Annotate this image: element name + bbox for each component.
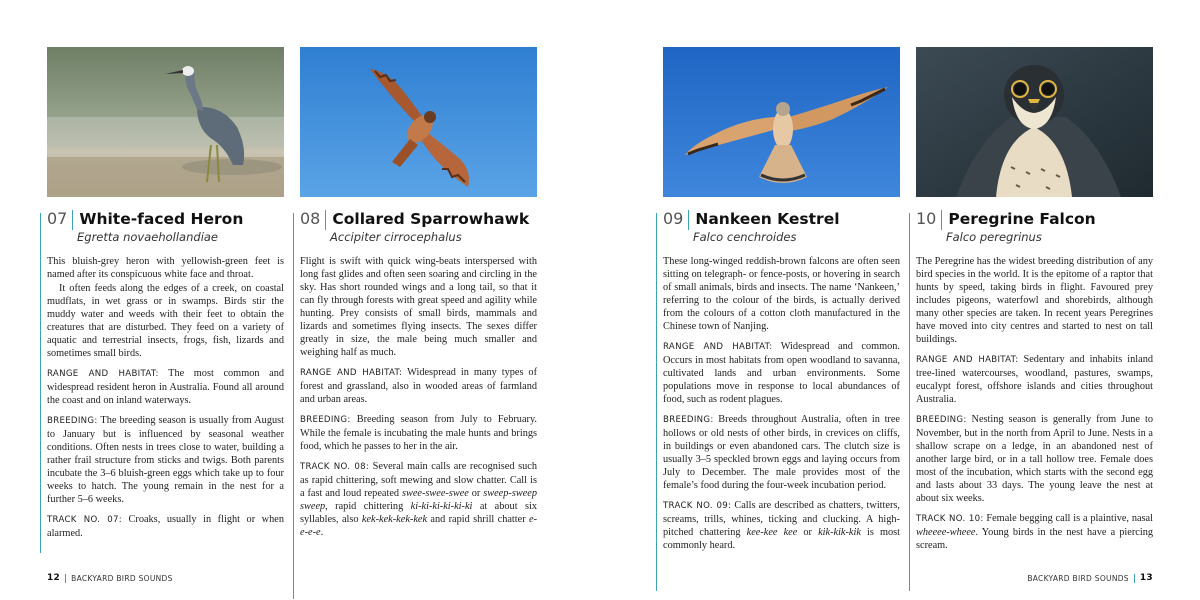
- kestrel-photo: [663, 47, 900, 197]
- column-rule: [40, 213, 41, 553]
- breeding-label: BREEDING:: [663, 415, 714, 425]
- heron-photo: [47, 47, 284, 197]
- range-label: RANGE AND HABITAT:: [47, 369, 159, 379]
- footer-separator: [1134, 574, 1135, 583]
- page-number: 13: [1139, 573, 1153, 583]
- breeding-label: BREEDING:: [47, 416, 98, 426]
- breeding-label: BREEDING:: [300, 415, 351, 425]
- running-title: BACKYARD BIRD SOUNDS: [1027, 573, 1129, 583]
- call-phrase: ki-ki-ki-ki-ki-ki: [410, 501, 473, 512]
- track-text-a: Several main calls are recognised such as rapid chittering, soft mewing and slow chatter. Call is a fast and loud repeated: [300, 461, 537, 499]
- bird-entry-peregrine: [916, 47, 1153, 559]
- call-phrase: kek-kek-kek-kek: [361, 514, 428, 525]
- entry-number: 08: [300, 209, 321, 228]
- latin-name: Falco cenchroides: [693, 230, 797, 244]
- track-label: TRACK NO. 09:: [663, 501, 732, 511]
- range-paragraph: [916, 353, 1153, 406]
- breeding-text: The breeding season is usually from August to January but is influenced by seasonal weather conditions. Often nests in trees close to water, building a rather frail structure from sticks and twigs. Both parents incubate the 3–6 bluish-green eggs which take up to four weeks to hatch. The young remain in the nest for a further 5–6 weeks.: [47, 415, 284, 505]
- breeding-text: Breeding season from July to February. While the female is incubating the male hunts and brings food, which he passes to her in the air.: [300, 414, 537, 452]
- column-rule: [656, 213, 657, 591]
- bird-entry-sparrowhawk: [300, 47, 537, 546]
- footer-right: [1027, 573, 1153, 583]
- range-text: The most common and widespread resident heron in Australia. Found all around the coast and on inland waterways.: [47, 368, 284, 406]
- track-paragraph: [47, 513, 284, 540]
- column-rule: [293, 213, 294, 599]
- entry-heading: [47, 209, 284, 230]
- track-text-d: at about six syllables, also: [300, 501, 537, 525]
- track-text-c: , rapid chittering: [325, 501, 411, 512]
- peregrine-photo-icon: [916, 47, 1153, 197]
- page-number: 12: [47, 573, 61, 583]
- call-phrase: swee-swee-swee: [401, 488, 469, 499]
- call-phrase: sweep-sweep sweep: [300, 488, 537, 512]
- track-text-a: Female begging call is a plaintive, nasal: [983, 513, 1153, 524]
- track-text-b: or: [797, 527, 819, 538]
- breeding-paragraph: [47, 414, 284, 506]
- track-label: TRACK NO. 07:: [47, 515, 122, 525]
- range-label: RANGE AND HABITAT:: [300, 368, 403, 378]
- track-text-c: is most commonly heard.: [663, 527, 901, 551]
- breeding-text: Nesting season is generally from June to November, but in the north from April to June. Nests in a shallow scrape on a ledge, in an abandoned nest of another large bird, or in a tall hollow tree. Female does most of the incubation, which starts with the second egg and lasts about 33 days. The young leave the nest at about six weeks.: [916, 414, 1153, 504]
- latin-name: Accipiter cirrocephalus: [330, 230, 462, 244]
- entry-body: [916, 255, 1153, 552]
- column-rule: [909, 213, 910, 591]
- heading-separator: [941, 210, 942, 230]
- bird-name: Collared Sparrowhawk: [332, 210, 530, 228]
- entry-body: [300, 255, 537, 539]
- bird-name: Peregrine Falcon: [948, 210, 1096, 228]
- track-text: Croaks, usually in flight or when alarmed.: [47, 514, 284, 539]
- peregrine-photo: [916, 47, 1153, 197]
- breeding-label: BREEDING:: [916, 415, 967, 425]
- track-text-b: or: [468, 488, 484, 499]
- intro-paragraph: These long-winged reddish-brown falcons are often seen sitting on telegraph- or fence-posts, or hovering in search of small animals, birds and insects. The name ‘Nankeen,’ referring to the colour of the birds, is actually derived from the colours of a cotton cloth manufactured in the Chinese town of Nanjing.: [663, 256, 900, 332]
- call-phrase: kee-kee kee: [746, 527, 798, 538]
- track-text-b: . Young birds in the nest have a piercing scream.: [916, 527, 1153, 551]
- track-paragraph: [663, 499, 900, 552]
- intro-paragraph: This bluish-grey heron with yellowish-green feet is named after its conspicuous white face and throat.: [47, 256, 284, 280]
- range-label: RANGE AND HABITAT:: [916, 355, 1019, 365]
- range-text: Widespread and common. Occurs in most habitats from open woodland to savanna, cultivated lands and urban environments. Some populations move in response to local abundances of food, such as rodent plagues.: [663, 341, 900, 405]
- call-phrase: wheeee-wheee: [916, 527, 976, 538]
- track-paragraph: [916, 512, 1153, 552]
- range-paragraph: [300, 366, 537, 406]
- track-label: TRACK NO. 08:: [300, 462, 370, 472]
- entry-number: 09: [663, 209, 684, 228]
- intro-paragraph: Flight is swift with quick wing-beats interspersed with long fast glides and often seen soaring and circling in the sky. Has short rounded wings and a long tail, so that it can fly through forests with great speed and agility while hunting. Prey consists of small birds, mammals and lizards and sometimes flying insects. The sexes differ greatly in size, the male being much smaller and weighing half as much.: [300, 256, 537, 358]
- heading-separator: [72, 210, 73, 230]
- sparrowhawk-photo: [300, 47, 537, 197]
- heading-separator: [688, 210, 689, 230]
- breeding-paragraph: [663, 413, 900, 492]
- entry-heading: [916, 209, 1153, 230]
- running-title: BACKYARD BIRD SOUNDS: [71, 573, 173, 583]
- track-paragraph: [300, 460, 537, 539]
- entry-heading: [663, 209, 900, 230]
- latin-name: Falco peregrinus: [946, 230, 1042, 244]
- latin-name: Egretta novaehollandiae: [77, 230, 219, 244]
- entry-number: 07: [47, 209, 68, 228]
- call-phrase: kik-kik-kik: [818, 527, 861, 538]
- breeding-paragraph: [300, 413, 537, 453]
- footer-left: [47, 573, 173, 583]
- entry-number: 10: [916, 209, 937, 228]
- track-text-e: and rapid shrill chatter: [427, 514, 530, 525]
- range-text: Widespread in many types of forest and grassland, also in wooded areas of farmland and urban areas.: [300, 367, 537, 405]
- bird-entry-kestrel: [663, 47, 900, 559]
- intro-paragraph: The Peregrine has the widest breeding distribution of any bird species in the world. It is the epitome of a raptor that hunts by speed, taking birds in flight. Favoured prey includes pigeons, waterfowl and shorebirds, although many other species are taken. In recent years Peregrines have moved into city centres and started to nest on tall buildings.: [916, 256, 1153, 345]
- bird-name: White-faced Heron: [79, 210, 244, 228]
- intro-paragraph-2: It often feeds along the edges of a creek, on coastal mudflats, in wet grass or in swamps. Birds stir the muddy water and weeds with their feet to obtain the creatures that are disturbed. They feed on a variety of aquatic and terrestrial insects, frogs, fish, lizards and sometimes small birds.: [47, 283, 284, 359]
- bird-name: Nankeen Kestrel: [695, 210, 840, 228]
- track-label: TRACK NO. 10:: [916, 514, 984, 524]
- entry-body: [663, 255, 900, 552]
- entry-body: [47, 255, 284, 540]
- breeding-paragraph: [916, 413, 1153, 505]
- call-phrase: e-e-e-e: [300, 514, 538, 538]
- footer-separator: [65, 574, 66, 583]
- kestrel-photo-icon: [663, 47, 900, 197]
- entry-heading: [300, 209, 537, 230]
- range-paragraph: [47, 367, 284, 407]
- sparrowhawk-photo-icon: [300, 47, 537, 197]
- range-text: Sedentary and inhabits inland tree-lined watercourses, woodland, pastures, swamps, eucalypt forest, offshore islands and cities throughout Australia.: [916, 354, 1153, 405]
- range-label: RANGE AND HABITAT:: [663, 342, 773, 352]
- bird-entry-heron: [47, 47, 284, 547]
- track-text-a: Calls are described as chatters, twitters, screams, trills, whines, ticking and clucking. A high-pitched chattering: [663, 500, 900, 538]
- heading-separator: [325, 210, 326, 230]
- breeding-text: Breeds throughout Australia, often in tree hollows or old nests of other birds, in crevices on cliffs, in buildings or even abandoned cars. The clutch size is usually 3–5 speckled brown eggs and laying occurs from July to December. The male provides most of the female’s food during the four-week incubation period.: [663, 414, 900, 491]
- heron-photo-icon: [47, 47, 284, 197]
- range-paragraph: [663, 340, 900, 406]
- track-text-f: .: [320, 527, 324, 538]
